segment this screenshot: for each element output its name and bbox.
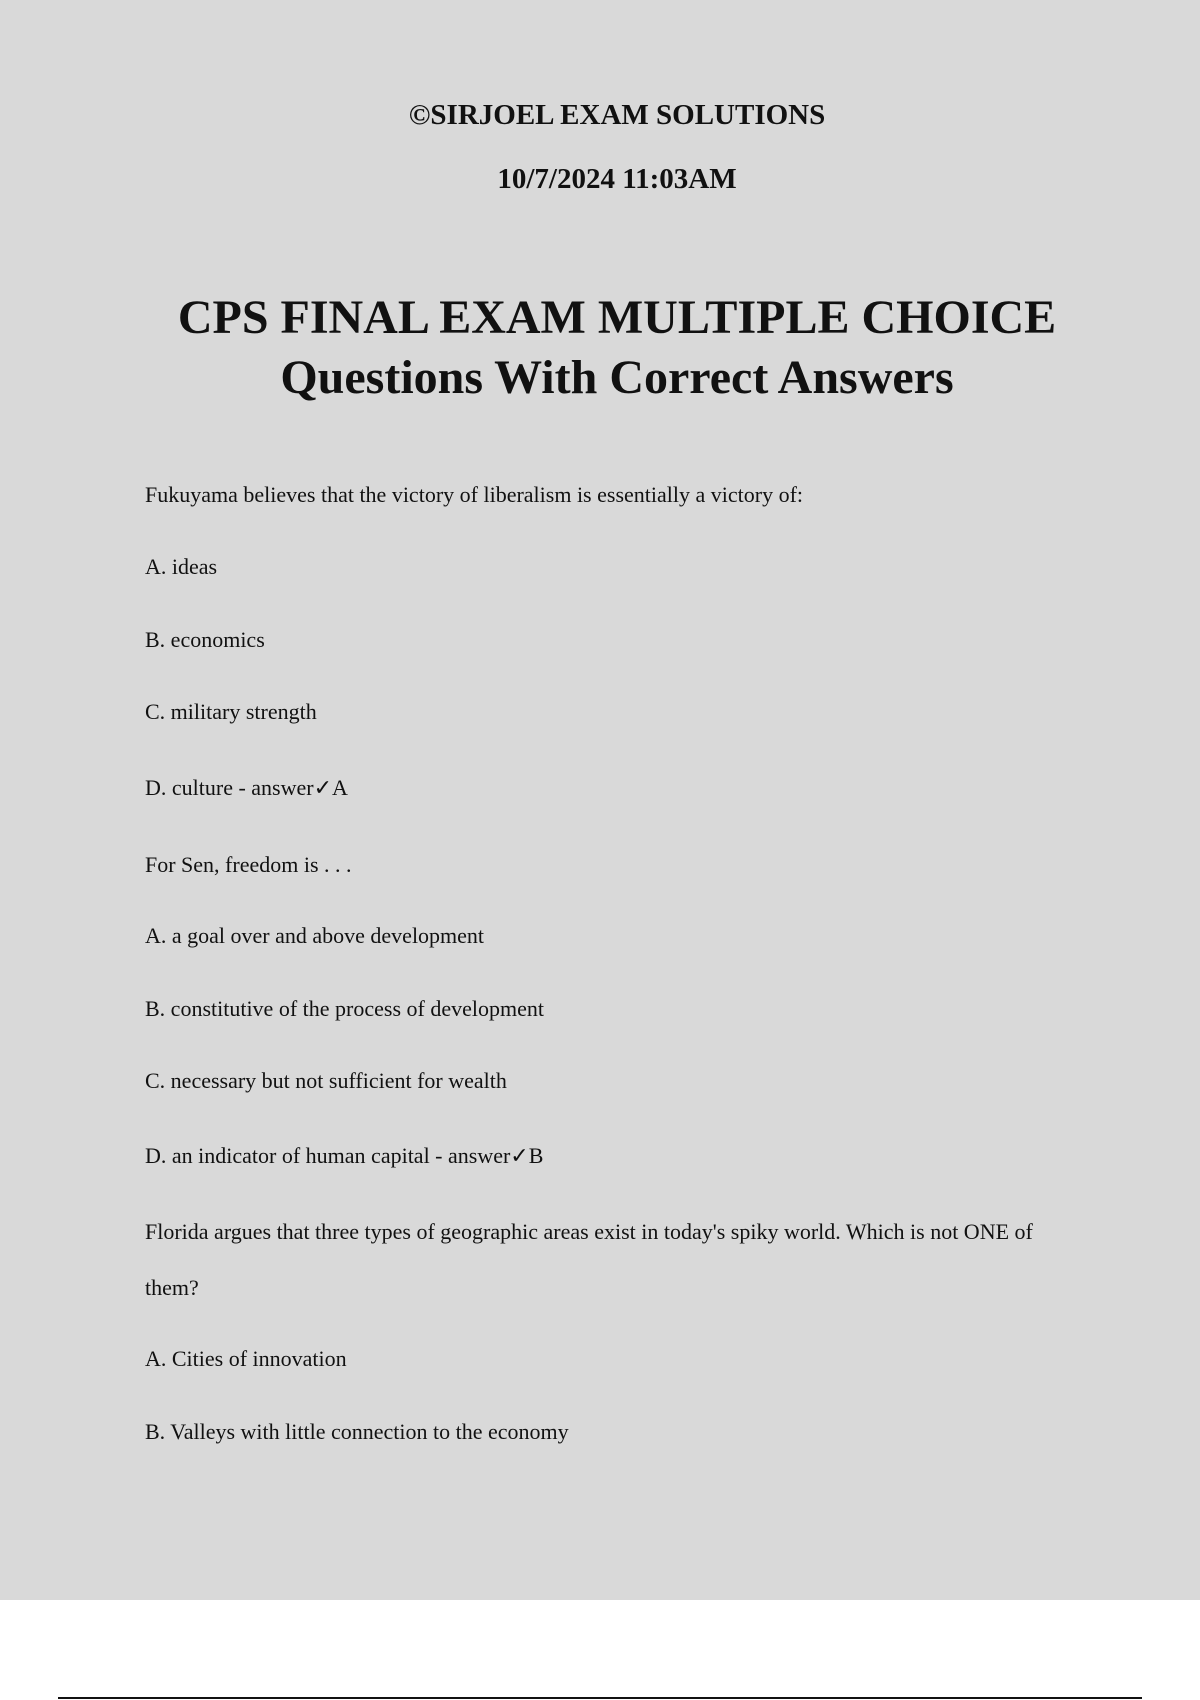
question-3-option-a: A. Cities of innovation	[145, 1346, 347, 1371]
document-title-line-2: Questions With Correct Answers	[280, 351, 954, 404]
footer-divider	[58, 1697, 1142, 1699]
question-2-option-d-answer: D. an indicator of human capital - answer✓B	[145, 1143, 544, 1168]
question-3-prompt: Florida argues that three types of geographic areas exist in today's spiky world. Which is not ONE of them?	[145, 1219, 1033, 1300]
document-timestamp: 10/7/2024 11:03AM	[497, 163, 737, 195]
question-1-prompt: Fukuyama believes that the victory of liberalism is essentially a victory of:	[145, 482, 804, 507]
question-1-option-c: C. military strength	[145, 699, 317, 724]
question-2-option-b: B. constitutive of the process of development	[145, 996, 544, 1021]
question-2-prompt: For Sen, freedom is . . .	[145, 852, 352, 877]
question-1-option-d-answer: D. culture - answer✓A	[145, 775, 348, 800]
question-2-option-c: C. necessary but not sufficient for wealth	[145, 1068, 507, 1093]
question-1-option-a: A. ideas	[145, 554, 218, 579]
question-3-option-b: B. Valleys with little connection to the economy	[145, 1419, 569, 1444]
document-title	[0, 288, 1200, 408]
company-header: ©SIRJOEL EXAM SOLUTIONS	[408, 99, 826, 131]
document-title-line-1: CPS FINAL EXAM MULTIPLE CHOICE	[177, 291, 1057, 344]
question-1-option-b: B. economics	[145, 627, 265, 652]
question-2-option-a: A. a goal over and above development	[145, 923, 485, 948]
